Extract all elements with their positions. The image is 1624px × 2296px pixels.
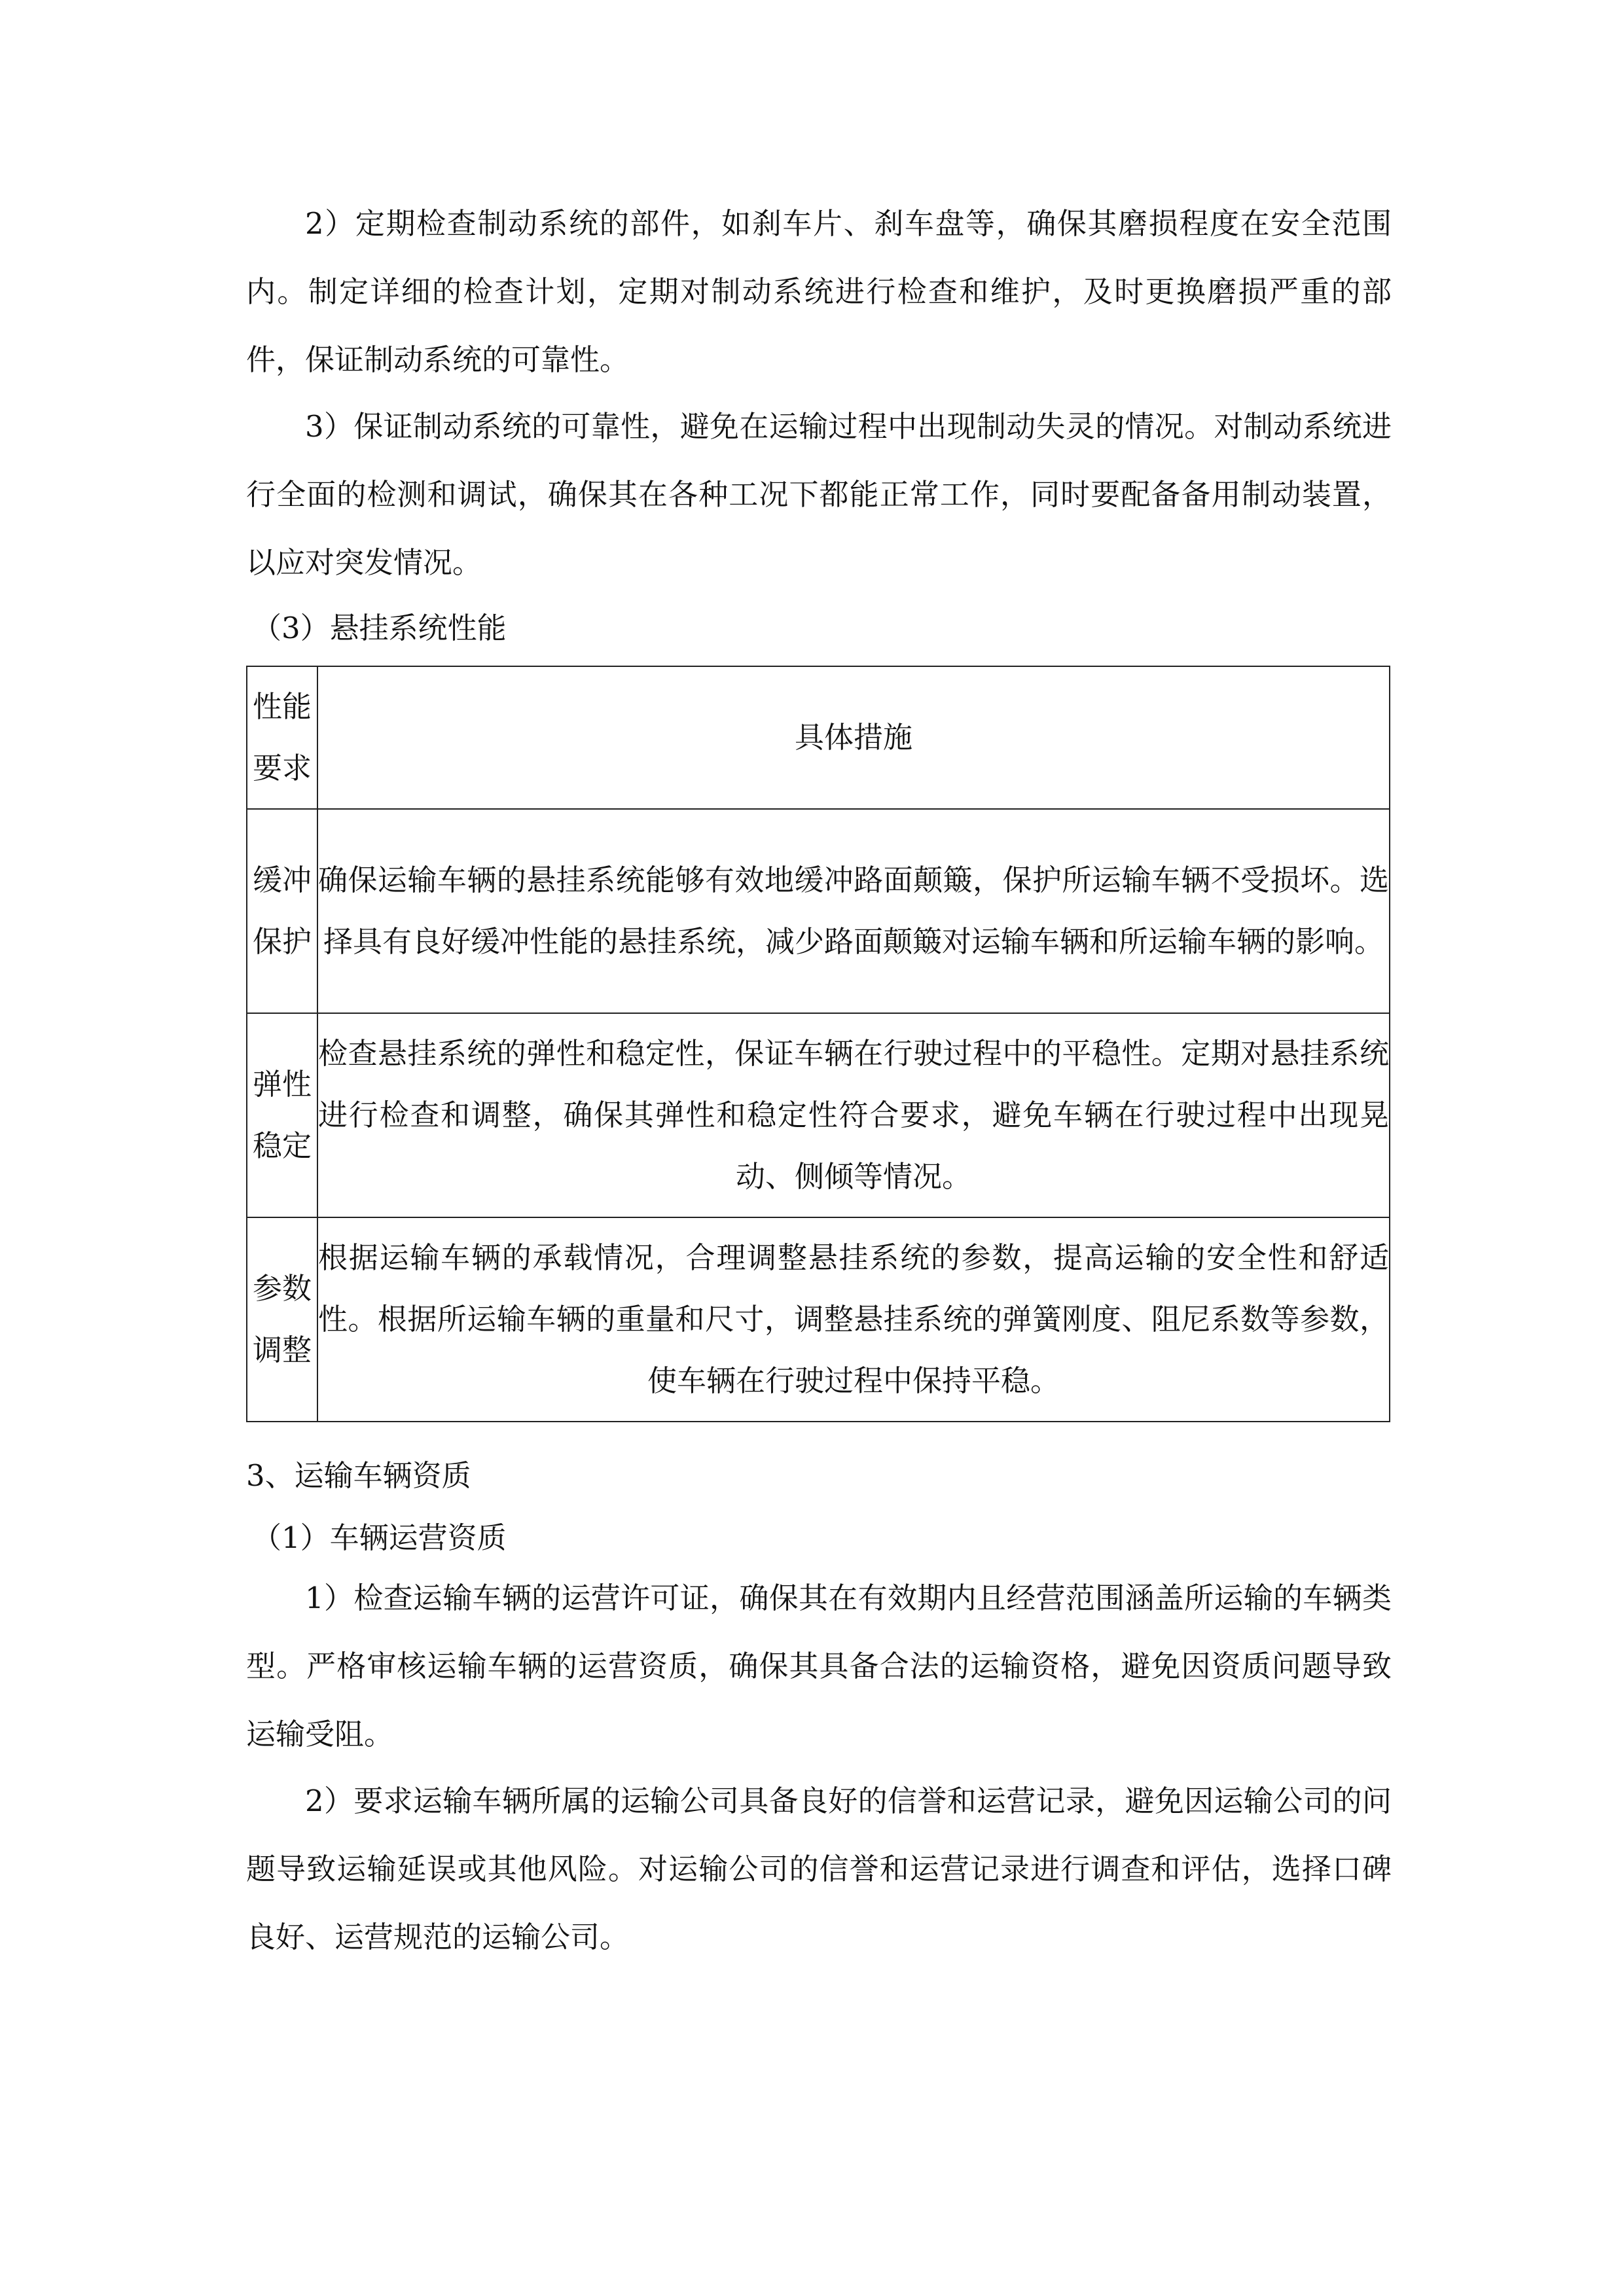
- header-requirement-cell: [247, 666, 317, 809]
- table-row: [247, 1013, 1390, 1217]
- paragraph-brake-reliability: 3）保证制动系统的可靠性，避免在运输过程中出现制动失灵的情况。对制动系统进行全面的检测和调试，确保其在各种工况下都能正常工作，同时要配备备用制动装置，以应对突发情况。: [246, 409, 1392, 580]
- requirement-label: 缓冲保护: [252, 863, 312, 959]
- paragraph-operating-license: 1）检查运输车辆的运营许可证，确保其在有效期内且经营范围涵盖所运输的车辆类型。严格审核运输车辆的运营资质，确保其具备合法的运输资格，避免因资质问题导致运输受阻。: [246, 1581, 1392, 1751]
- header-requirement-label: 性能要求: [252, 689, 312, 785]
- measures-cell: [317, 1013, 1390, 1217]
- measures-text: 确保运输车辆的悬挂系统能够有效地缓冲路面颠簸，保护所运输车辆不受损坏。选择具有良好缓冲性能的悬挂系统，减少路面颠簸对运输车辆和所运输车辆的影响。: [318, 863, 1389, 959]
- requirement-label: 弹性稳定: [252, 1067, 312, 1163]
- heading-suspension-performance: （3）悬挂系统性能: [252, 611, 507, 645]
- requirement-cell: [247, 809, 317, 1013]
- paragraph-transport-company: 2）要求运输车辆所属的运输公司具备良好的信誉和运营记录，避免因运输公司的问题导致运输延误或其他风险。对运输公司的信誉和运营记录进行调查和评估，选择口碑良好、运营规范的运输公司。: [246, 1784, 1392, 1954]
- table-row: [247, 809, 1390, 1013]
- heading-section-3: 3、运输车辆资质: [246, 1458, 471, 1493]
- measures-text: 检查悬挂系统的弹性和稳定性，保证车辆在行驶过程中的平稳性。定期对悬挂系统进行检查和调整，确保其弹性和稳定性符合要求，避免车辆在行驶过程中出现晃动、侧倾等情况。: [318, 1036, 1389, 1194]
- header-measures-label: 具体措施: [794, 720, 912, 755]
- table-row: [247, 1217, 1390, 1422]
- measures-text: 根据运输车辆的承载情况，合理调整悬挂系统的参数，提高运输的安全性和舒适性。根据所运输车辆的重量和尺寸，调整悬挂系统的弹簧刚度、阻尼系数等参数，使车辆在行驶过程中保持平稳。: [318, 1240, 1389, 1398]
- table-header-row: [247, 666, 1390, 809]
- heading-vehicle-operating-qualification: （1）车辆运营资质: [252, 1520, 507, 1555]
- paragraph-brake-inspection: 2）定期检查制动系统的部件，如刹车片、刹车盘等，确保其磨损程度在安全范围内。制定详细的检查计划，定期对制动系统进行检查和维护，及时更换磨损严重的部件，保证制动系统的可靠性。: [246, 206, 1392, 377]
- requirement-cell: [247, 1217, 317, 1422]
- requirement-cell: [247, 1013, 317, 1217]
- measures-cell: [317, 1217, 1390, 1422]
- requirement-label: 参数调整: [252, 1271, 312, 1367]
- suspension-performance-table: [246, 666, 1390, 1422]
- header-measures-cell: [317, 666, 1390, 809]
- measures-cell: [317, 809, 1390, 1013]
